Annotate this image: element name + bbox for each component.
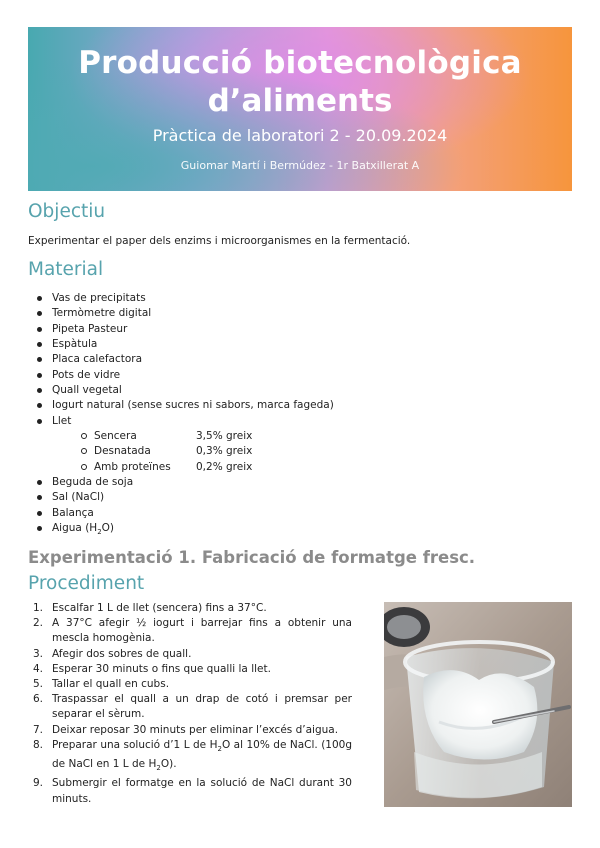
material-item: Sal (NaCl): [28, 490, 388, 505]
author-line: Guiomar Martí i Bermúdez - 1r Batxillerat A: [180, 159, 420, 172]
material-item: Balança: [28, 506, 388, 521]
procedure-step: 5. Tallar el quall en cubs.: [33, 678, 170, 691]
llet-types-list: [52, 429, 388, 475]
llet-type: [52, 444, 388, 459]
header-banner: [28, 27, 572, 191]
objectiu-text: Experimentar el paper dels enzims i microorganismes en la fermentació.: [28, 235, 411, 247]
material-item: Iogurt natural (sense sucres ni sabors, marca fageda): [28, 398, 388, 413]
material-heading: Material: [28, 259, 104, 280]
procedure-step: 6. Traspassar el quall a un drap de cotó i premsar per separar el sèrum.: [33, 693, 352, 721]
procedure-step: 1. Escalfar 1 L de llet (sencera) fins a 37°C.: [33, 602, 267, 614]
material-item: Espàtula: [28, 337, 388, 352]
material-item: Termòmetre digital: [28, 306, 388, 321]
material-item: Pots de vidre: [28, 368, 388, 383]
procedure-step: 2. A 37°C afegir ½ iogurt i barrejar fins a obtenir una mescla homogènia.: [33, 617, 352, 645]
procedure-step: 7. Deixar reposar 30 minuts per eliminar l’excés d’aigua.: [33, 723, 339, 736]
material-item: Pipeta Pasteur: [28, 322, 388, 337]
subtitle: Pràctica de laboratori 2 - 20.09.2024: [152, 126, 448, 145]
material-item: Vas de precipitats: [28, 291, 388, 306]
llet-type-fat: 0,2% greix: [196, 460, 253, 473]
llet-type-fat: 3,5% greix: [196, 430, 253, 443]
procedure-step: 4. Esperar 30 minuts o fins que qualli la llet.: [33, 662, 271, 675]
llet-label: Llet: [52, 414, 72, 427]
llet-type-fat: 0,3% greix: [196, 445, 253, 458]
llet-type: [52, 460, 388, 475]
title-line-1: Producció biotecnològica: [78, 45, 522, 81]
procedure-step: 8. Preparar una solució d’1 L de $H_2O$ al 10% de NaCl. (100g de NaCl en 1 L de $H_2O$).: [33, 738, 352, 773]
cheese-photo: [384, 602, 572, 807]
procedure-step: 3. Afegir dos sobres de quall.: [33, 647, 192, 660]
experiment-heading: Experimentació 1. Fabricació de formatge fresc.: [28, 548, 476, 567]
procedure-step: 9. Submergir el formatge en la solució de NaCl durant 30 minuts.: [33, 777, 352, 805]
material-item: Beguda de soja: [28, 475, 388, 490]
procedure-list: [28, 601, 352, 807]
llet-type-name: Amb proteïnes: [94, 460, 171, 473]
material-list: [28, 291, 388, 537]
procediment-heading: Procediment: [28, 573, 145, 594]
material-item: Quall vegetal: [28, 383, 388, 398]
objectiu-heading: Objectiu: [28, 201, 106, 222]
llet-type-name: Sencera: [94, 430, 137, 443]
material-item: Placa calefactora: [28, 352, 388, 367]
llet-type-name: Desnatada: [94, 445, 151, 458]
title-line-2: d’aliments: [207, 83, 393, 119]
material-item-aigua: Aigua $(H_2O)$: [28, 521, 388, 536]
material-item-llet: [28, 414, 388, 475]
llet-type: [52, 429, 388, 444]
